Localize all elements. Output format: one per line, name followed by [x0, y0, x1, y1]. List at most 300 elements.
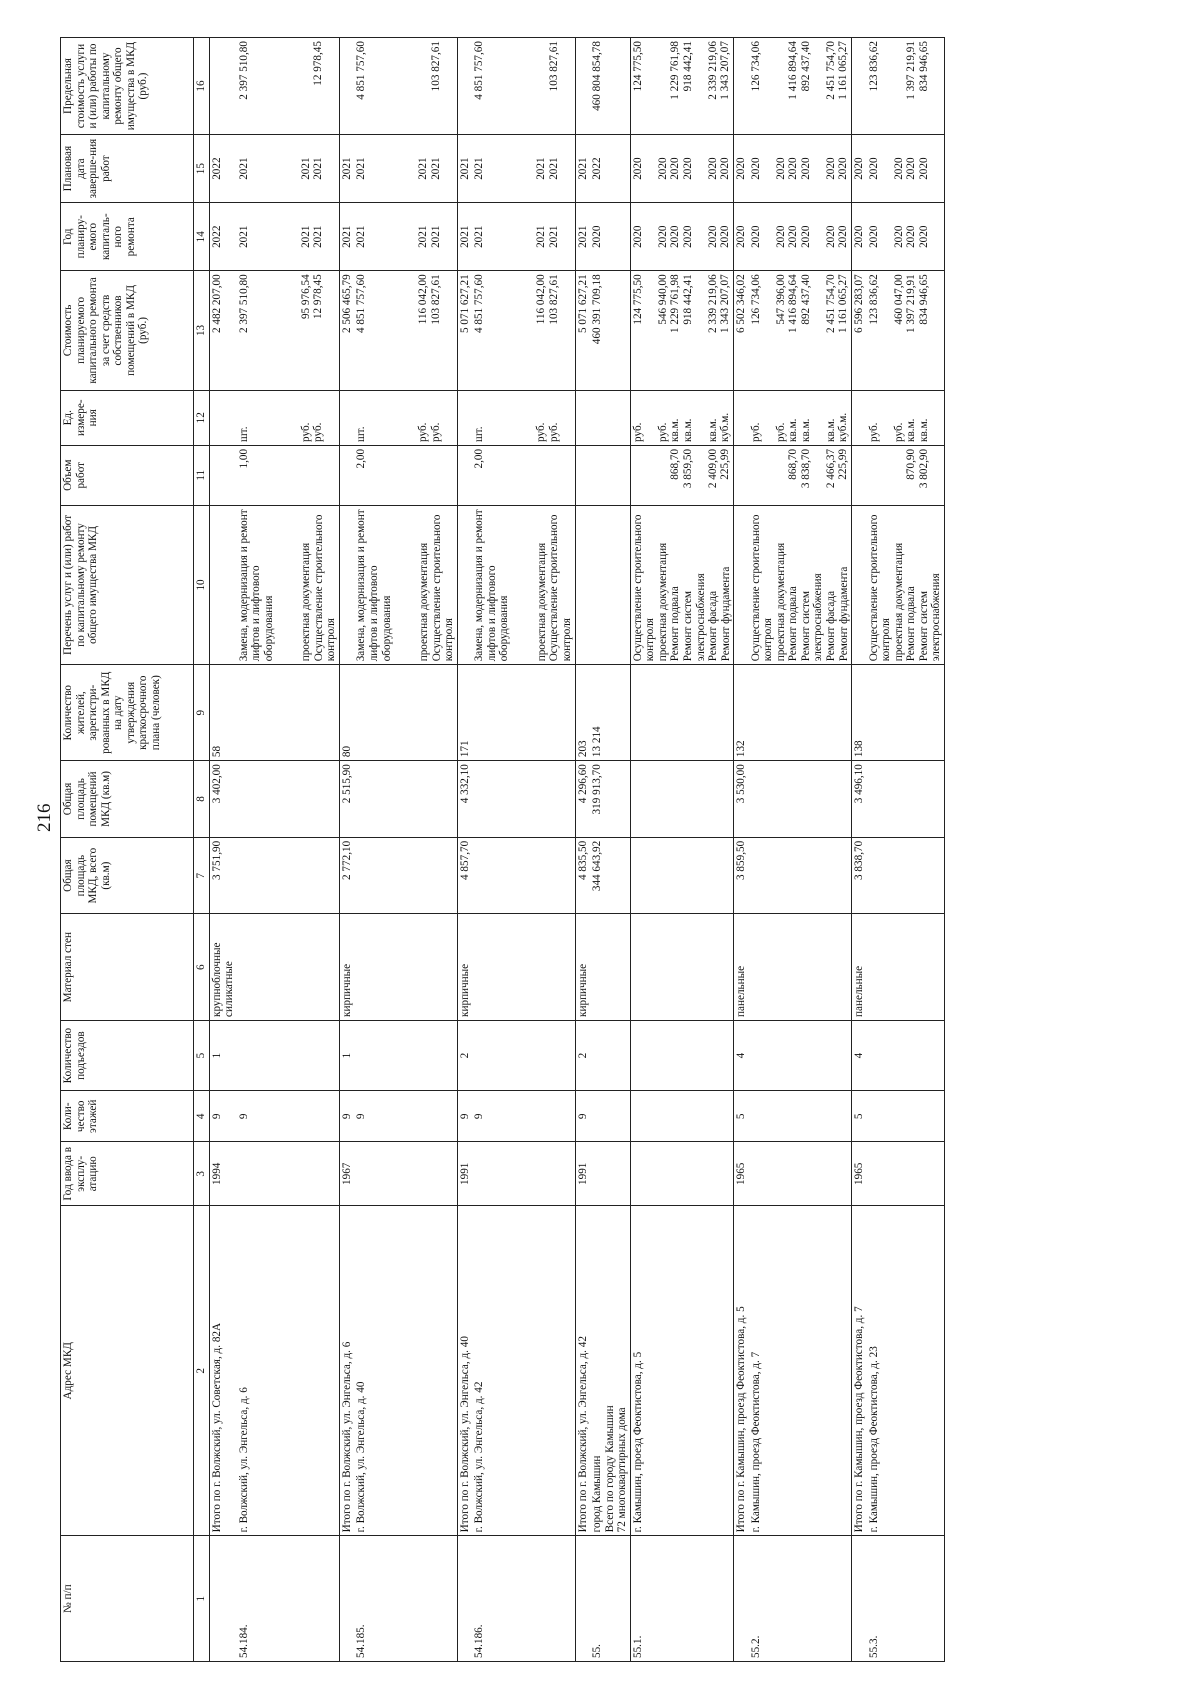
cell-col-1: 54.186.: [472, 1536, 575, 1662]
cell-col-16: [867, 38, 945, 135]
cell-line: [392, 449, 405, 502]
cell-col-13: [590, 271, 630, 390]
rotated-page: [60, 37, 1150, 1662]
cell-line: [657, 449, 670, 502]
cell-col-15: [749, 135, 852, 203]
cell-line: [523, 509, 536, 662]
column-header-9: Количество жителей, зарегистри-рованных в МКД на дату утверждения краткосрочного плана (человек): [61, 665, 194, 761]
cell-line: руб.: [892, 422, 905, 442]
cell-col-8: 319 913,70: [590, 761, 630, 838]
cell-line: Замена, модернизация и ремонт лифтов и лифтового оборудования: [355, 509, 393, 662]
cell-line: 2 506 465,79: [340, 274, 353, 334]
cell-line: кв.м.: [787, 418, 800, 442]
cell-col-5: [867, 1020, 945, 1090]
cell-col-8: 4 332,10: [457, 761, 472, 838]
cell-line: кв.м.: [824, 418, 837, 442]
cell-col-3: [237, 1142, 340, 1206]
cell-col-16: [630, 38, 733, 135]
column-number-3: 3: [194, 1142, 210, 1206]
cell-line: 2021: [355, 157, 368, 180]
cell-col-14: [630, 203, 733, 271]
cell-line: [510, 138, 523, 199]
cell-col-11: [237, 445, 340, 505]
column-header-1: № п/п: [61, 1536, 194, 1662]
cell-col-14: [472, 203, 575, 271]
cell-col-13: [749, 271, 852, 390]
cell-col-12: [852, 390, 867, 445]
cell-line: 225,99: [837, 448, 850, 480]
table-row: [209, 38, 237, 1662]
cell-col-8: [749, 761, 852, 838]
cell-line: Осуществление строительного контроля: [312, 514, 338, 662]
cell-col-12: [237, 390, 340, 445]
cell-col-6: [867, 914, 945, 1020]
cell-line: 2020: [681, 157, 694, 180]
table-row: [237, 38, 340, 1662]
table-header: [61, 38, 210, 1662]
cell-line: 4 851 757,60: [473, 41, 486, 100]
column-number-14: 14: [194, 203, 210, 271]
cell-col-1: 55.2.: [749, 1536, 852, 1662]
cell-line: 2021: [237, 225, 250, 248]
table-body: [209, 38, 944, 1662]
cell-line: 868,70: [669, 448, 682, 480]
cell-col-16: [237, 38, 340, 135]
cell-col-14: [457, 203, 472, 271]
cell-line: 2020: [735, 157, 748, 180]
cell-line: 870,90: [905, 448, 918, 480]
cell-col-9: [867, 665, 945, 761]
column-number-16: 16: [194, 38, 210, 135]
cell-col-3: [749, 1142, 852, 1206]
cell-col-2: Итого по г. Камышин, проезд Феоктистова, д. 5: [734, 1206, 749, 1536]
column-header-11: Объем работ: [61, 445, 194, 505]
cell-col-7: [749, 837, 852, 914]
cell-col-7: 4 835,50: [575, 837, 590, 914]
cell-line: [535, 449, 548, 502]
cell-line: 2020: [799, 225, 812, 248]
cell-col-12: [734, 390, 749, 445]
cell-col-12: [630, 390, 733, 445]
cell-line: 460 047,00: [892, 274, 905, 325]
cell-line: [287, 138, 300, 199]
cell-line: 2021: [417, 225, 430, 248]
cell-line: 1 416 894,64: [787, 274, 800, 334]
column-header-13: Стоимость планируемого капитального ремонта за счет средств собственников помещений в МКД (руб.): [61, 271, 194, 390]
cell-line: [287, 41, 300, 131]
cell-line: 2020: [681, 225, 694, 248]
cell-col-4: 9: [237, 1091, 340, 1142]
cell-line: руб.: [299, 422, 312, 442]
column-number-4: 4: [194, 1091, 210, 1142]
cell-col-6: кирпичные: [339, 914, 354, 1020]
cell-line: 2021: [312, 157, 325, 180]
cell-line: 2021: [473, 157, 486, 180]
cell-col-12: [209, 390, 237, 445]
cell-line: проектная документация: [418, 542, 431, 662]
cell-col-1: [339, 1536, 354, 1662]
cell-col-7: [354, 837, 457, 914]
cell-col-1: 54.184.: [237, 1536, 340, 1662]
table-row: [354, 38, 457, 1662]
cell-col-13: [457, 271, 472, 390]
cell-line: 2021: [576, 225, 589, 248]
column-header-2: Адрес МКД: [61, 1206, 194, 1536]
cell-col-4: 9: [209, 1091, 237, 1142]
cell-line: 2021: [547, 225, 560, 248]
capital-repair-table: [60, 37, 945, 1662]
cell-col-10: [630, 505, 733, 665]
cell-line: 2020: [892, 225, 905, 248]
cell-line: шт.: [237, 426, 250, 442]
cell-col-2: г. Камышин, проезд Феоктистова, д. 5: [630, 1206, 733, 1536]
cell-col-5: [749, 1020, 852, 1090]
table-row: [852, 38, 867, 1662]
cell-col-8: 3 402,00: [209, 761, 237, 838]
cell-line: проектная документация: [892, 542, 905, 662]
cell-col-3: [867, 1142, 945, 1206]
cell-line: 2020: [824, 157, 837, 180]
cell-col-9: 138: [852, 665, 867, 761]
cell-col-6: [630, 914, 733, 1020]
cell-col-7: 3 859,50: [734, 837, 749, 914]
cell-line: [657, 41, 670, 131]
column-header-16: Предельная стоимость услуги и (или) работы по капитальному ремонту общего имущества в МКД (руб.): [61, 38, 194, 135]
cell-line: 2021: [299, 225, 312, 248]
cell-col-15: [734, 135, 749, 203]
column-number-6: 6: [194, 914, 210, 1020]
cell-col-1: 55.3.: [867, 1536, 945, 1662]
cell-col-12: [472, 390, 575, 445]
cell-line: 3 838,70: [799, 448, 812, 489]
cell-col-16: [734, 38, 749, 135]
cell-col-15: [630, 135, 733, 203]
cell-col-2: г. Волжский, ул. Энгельса, д. 40: [354, 1206, 457, 1536]
cell-line: 3 859,50: [681, 448, 694, 489]
cell-line: 1 229 761,98: [669, 41, 682, 100]
cell-line: 2021: [535, 225, 548, 248]
cell-line: 2020: [905, 157, 918, 180]
cell-line: 2021: [312, 225, 325, 248]
column-number-2: 2: [194, 1206, 210, 1536]
cell-line: 95 976,54: [299, 274, 312, 320]
cell-col-1: [209, 1536, 237, 1662]
cell-line: 834 946,65: [917, 274, 930, 325]
cell-line: куб.м.: [837, 412, 850, 442]
cell-col-6: панельные: [734, 914, 749, 1020]
cell-col-9: [472, 665, 575, 761]
cell-col-5: 1: [209, 1020, 237, 1090]
cell-col-2: Итого по г. Волжский, ул. Энгельса, д. 6: [339, 1206, 354, 1536]
column-number-15: 15: [194, 135, 210, 203]
cell-line: 2 451 754,70: [824, 274, 837, 334]
column-header-4: Коли-чество этажей: [61, 1091, 194, 1142]
cell-col-3: 1967: [339, 1142, 354, 1206]
cell-col-9: [237, 665, 340, 761]
cell-line: 2021: [473, 225, 486, 248]
cell-line: Замена, модернизация и ремонт лифтов и лифтового оборудования: [473, 509, 511, 662]
cell-col-9: 171: [457, 665, 472, 761]
cell-col-6: [237, 914, 340, 1020]
cell-col-16: [852, 38, 867, 135]
column-header-6: Материал стен: [61, 914, 194, 1020]
cell-line: 2020: [591, 225, 604, 248]
cell-col-7: 3 838,70: [852, 837, 867, 914]
cell-line: [510, 394, 523, 442]
cell-col-10: [734, 505, 749, 665]
cell-col-14: [575, 203, 590, 271]
cell-line: 1 397 219,91: [905, 274, 918, 334]
cell-col-5: 2: [575, 1020, 590, 1090]
cell-col-4: 9: [339, 1091, 354, 1142]
cell-col-14: [867, 203, 945, 271]
cell-col-1: [575, 1536, 590, 1662]
table-row: [472, 38, 575, 1662]
cell-line: шт.: [473, 426, 486, 442]
cell-line: Ремонт фасада: [707, 590, 720, 662]
cell-line: 2020: [706, 225, 719, 248]
cell-line: 868,70: [787, 448, 800, 480]
cell-col-16: [457, 38, 472, 135]
cell-line: 2020: [837, 157, 850, 180]
cell-line: 2020: [631, 225, 644, 248]
cell-line: 2022: [591, 157, 604, 180]
cell-line: [775, 41, 788, 131]
cell-col-5: [472, 1020, 575, 1090]
cell-line: руб.: [749, 422, 762, 442]
cell-line: 2020: [867, 157, 880, 180]
cell-col-1: 55.1.: [630, 1536, 733, 1662]
cell-line: [523, 449, 536, 502]
cell-col-10: [209, 505, 237, 665]
cell-col-6: [590, 914, 630, 1020]
cell-line: 4 851 757,60: [473, 274, 486, 334]
cell-line: 2022: [210, 225, 223, 248]
cell-line: 2020: [867, 225, 880, 248]
cell-col-6: панельные: [852, 914, 867, 1020]
cell-line: Ремонт систем электроснабжения: [681, 573, 707, 662]
cell-col-10: [339, 505, 354, 665]
cell-line: 2021: [547, 157, 560, 180]
cell-line: кв.м.: [799, 418, 812, 442]
cell-line: Осуществление строительного контроля: [749, 514, 775, 662]
cell-col-14: [209, 203, 237, 271]
cell-col-15: [209, 135, 237, 203]
cell-col-5: 1: [339, 1020, 354, 1090]
cell-col-13: [354, 271, 457, 390]
cell-line: Осуществление строительного контроля: [548, 514, 574, 662]
cell-col-5: 4: [852, 1020, 867, 1090]
column-number-12: 12: [194, 390, 210, 445]
cell-line: 2020: [706, 157, 719, 180]
cell-col-2: Итого по г. Волжский, ул. Энгельса, д. 40: [457, 1206, 472, 1536]
cell-col-13: [852, 271, 867, 390]
cell-line: 2020: [917, 225, 930, 248]
cell-col-9: 132: [734, 665, 749, 761]
cell-line: проектная документация: [656, 542, 669, 662]
cell-col-13: [575, 271, 590, 390]
cell-col-16: [209, 38, 237, 135]
cell-line: 2020: [669, 225, 682, 248]
cell-line: [275, 394, 288, 442]
cell-line: проектная документация: [300, 542, 313, 662]
cell-line: 2021: [340, 225, 353, 248]
cell-line: 834 946,65: [917, 41, 930, 92]
cell-col-3: [630, 1142, 733, 1206]
cell-col-2: [590, 1206, 630, 1536]
cell-col-3: [472, 1142, 575, 1206]
cell-line: [392, 41, 405, 131]
cell-line: 1 161 065,27: [837, 274, 850, 334]
column-number-row: [194, 38, 210, 1662]
cell-line: 2020: [735, 225, 748, 248]
cell-line: Ремонт фасада: [824, 590, 837, 662]
cell-line: [392, 206, 405, 267]
cell-col-12: [354, 390, 457, 445]
cell-col-13: [630, 271, 733, 390]
cell-line: 2020: [837, 225, 850, 248]
cell-col-6: [749, 914, 852, 1020]
cell-col-16: [575, 38, 590, 135]
cell-col-13: [339, 271, 354, 390]
cell-line: [405, 274, 418, 386]
cell-line: 6 502 346,02: [735, 274, 748, 334]
cell-col-7: [630, 837, 733, 914]
cell-col-4: 5: [734, 1091, 749, 1142]
cell-col-15: [457, 135, 472, 203]
cell-line: [523, 274, 536, 386]
column-header-3: Год ввода в эксплу-атацию: [61, 1142, 194, 1206]
cell-col-5: [237, 1020, 340, 1090]
cell-col-9: 13 214: [590, 665, 630, 761]
table-row: [457, 38, 472, 1662]
cell-col-10: [237, 505, 340, 665]
cell-col-2: г. Камышин, проезд Феоктистова, д. 7: [749, 1206, 852, 1536]
cell-col-5: [590, 1020, 630, 1090]
cell-line: [417, 41, 430, 131]
cell-col-13: [867, 271, 945, 390]
cell-col-4: [590, 1091, 630, 1142]
cell-line: 2021: [237, 157, 250, 180]
cell-col-7: [867, 837, 945, 914]
cell-col-15: [867, 135, 945, 203]
cell-line: куб.м.: [719, 412, 732, 442]
cell-line: Ремонт подвала: [669, 586, 682, 662]
column-number-1: 1: [194, 1536, 210, 1662]
cell-line: 918 442,41: [681, 274, 694, 325]
cell-col-12: [590, 390, 630, 445]
cell-col-7: 2 772,10: [339, 837, 354, 914]
cell-line: [632, 449, 657, 502]
cell-line: [510, 449, 523, 502]
cell-line: 2020: [669, 157, 682, 180]
cell-col-1: 55.: [590, 1536, 630, 1662]
cell-line: [406, 509, 419, 662]
cell-col-4: 9: [472, 1091, 575, 1142]
cell-col-6: кирпичные: [575, 914, 590, 1020]
cell-col-4: 9: [457, 1091, 472, 1142]
cell-col-2: г. Камышин, проезд Феоктистова, д. 23: [867, 1206, 945, 1536]
cell-col-3: [590, 1142, 630, 1206]
cell-line: 2021: [458, 157, 471, 180]
cell-line: 1 397 219,91: [905, 41, 918, 100]
cell-line: [523, 206, 536, 267]
cell-line: город Камышин: [591, 1455, 604, 1533]
cell-line: [275, 138, 288, 199]
cell-col-11: [590, 445, 630, 505]
cell-col-10: [749, 505, 852, 665]
cell-line: [287, 449, 300, 502]
cell-line: [300, 41, 313, 131]
cell-line: 2 397 510,80: [237, 41, 250, 100]
cell-line: Ремонт фундамента: [719, 566, 732, 662]
cell-line: [523, 41, 536, 131]
cell-line: [405, 206, 418, 267]
cell-line: [312, 449, 337, 502]
cell-line: 2020: [853, 225, 866, 248]
cell-col-11: [749, 445, 852, 505]
cell-line: Ремонт систем электроснабжения: [799, 573, 825, 662]
cell-line: [275, 41, 288, 131]
cell-line: кв.м.: [669, 418, 682, 442]
cell-line: 2021: [340, 157, 353, 180]
cell-col-4: [867, 1091, 945, 1142]
cell-col-6: крупноблочные силикатные: [209, 914, 237, 1020]
cell-line: 5 071 627,21: [576, 274, 589, 334]
cell-line: [893, 41, 906, 131]
cell-col-12: [575, 390, 590, 445]
cell-line: 2021: [355, 225, 368, 248]
cell-line: 460 804 854,78: [591, 41, 604, 111]
cell-line: 892 437,40: [799, 41, 812, 92]
cell-line: [300, 449, 313, 502]
cell-col-14: [749, 203, 852, 271]
cell-line: 2 466,37: [824, 448, 837, 489]
cell-col-5: 2: [457, 1020, 472, 1090]
cell-col-9: [354, 665, 457, 761]
cell-line: 2021: [430, 157, 443, 180]
cell-line: 2 451 754,70: [824, 41, 837, 100]
cell-col-12: [867, 390, 945, 445]
cell-line: 1 229 761,98: [669, 274, 682, 334]
cell-col-14: [237, 203, 340, 271]
cell-line: Ремонт подвала: [905, 586, 918, 662]
cell-line: Ремонт подвала: [787, 586, 800, 662]
cell-col-14: [852, 203, 867, 271]
cell-line: 4 851 757,60: [355, 274, 368, 334]
cell-line: 2020: [787, 225, 800, 248]
cell-col-9: [630, 665, 733, 761]
cell-col-15: [472, 135, 575, 203]
cell-line: 1 343 207,07: [719, 41, 732, 100]
cell-line: Осуществление строительного контроля: [867, 514, 893, 662]
cell-col-11: [630, 445, 733, 505]
cell-line: руб.: [867, 422, 880, 442]
cell-col-10: [867, 505, 945, 665]
cell-col-8: [472, 761, 575, 838]
cell-col-9: 203: [575, 665, 590, 761]
cell-line: 6 596 283,07: [853, 274, 866, 334]
column-header-7: Общая площадь МКД, всего (кв.м): [61, 837, 194, 914]
cell-line: 918 442,41: [681, 41, 694, 92]
cell-col-14: [339, 203, 354, 271]
cell-line: кв.м.: [917, 418, 930, 442]
cell-line: [535, 41, 548, 131]
cell-col-4: 9: [575, 1091, 590, 1142]
cell-col-8: 4 296,60: [575, 761, 590, 838]
cell-line: [275, 274, 288, 386]
cell-col-16: [339, 38, 354, 135]
